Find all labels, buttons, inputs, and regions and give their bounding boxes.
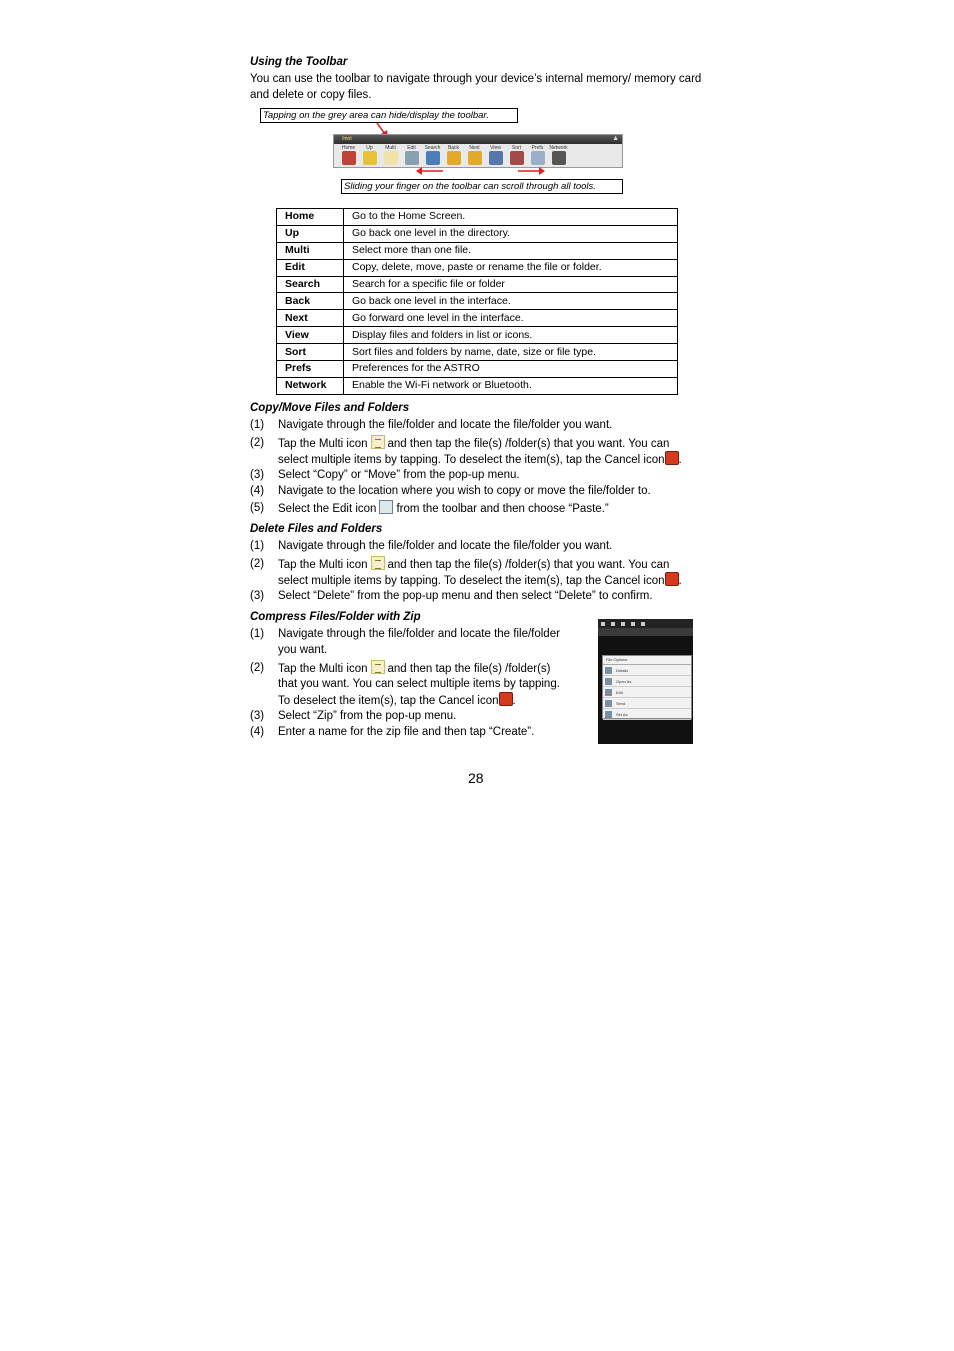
toolbar-item-label: Prefs <box>531 145 544 151</box>
step-text: Select “Zip” from the pop-up menu. <box>278 710 457 722</box>
option-label: Edit <box>616 689 623 695</box>
table-description: Go back one level in the directory. <box>344 225 678 242</box>
table-description: Select more than one file. <box>344 242 678 259</box>
table-key: View <box>277 327 344 344</box>
dialog-option <box>603 665 691 676</box>
table-row <box>277 293 678 310</box>
table-key: Next <box>277 310 344 327</box>
step-text: Tap the Multi icon <box>278 663 368 675</box>
sort-icon <box>510 151 524 165</box>
step-number: (5) <box>250 502 265 514</box>
step-text: select multiple items by tapping. To deselect the item(s), tap the Cancel icon <box>278 575 665 587</box>
callout-scroll-toolbar: Sliding your finger on the toolbar can scroll through all tools. <box>341 179 623 194</box>
step-text: Navigate to the location where you wish to copy or move the file/folder to. <box>278 485 651 497</box>
step-number: (2) <box>250 437 265 449</box>
step-text: that you want. You can select multiple items by tapping. <box>278 678 560 690</box>
cancel-icon <box>665 451 679 465</box>
step-number: (1) <box>250 628 265 640</box>
dialog-option <box>603 709 691 720</box>
next-icon <box>468 151 482 165</box>
callout-hide-toolbar: Tapping on the grey area can hide/display the toolbar. <box>260 108 518 123</box>
table-description: Go to the Home Screen. <box>344 209 678 226</box>
multi-icon <box>384 151 398 165</box>
table-description: Copy, delete, move, paste or rename the file or folder. <box>344 259 678 276</box>
step-number: (3) <box>250 710 265 722</box>
table-description: Display files and folders in list or icons. <box>344 327 678 344</box>
toolbar-item-label: Next <box>469 145 480 151</box>
table-key: Network <box>277 377 344 394</box>
table-description: Sort files and folders by name, date, size or file type. <box>344 344 678 361</box>
search-icon <box>426 151 440 165</box>
step-text: you want. <box>278 644 328 656</box>
toolbar-item-label: Home <box>341 145 356 151</box>
toolbar-item-label: Up <box>366 145 373 151</box>
step-text: and then tap the file(s) /folder(s) that you want. You can <box>387 559 670 571</box>
section-heading-compress: Compress Files/Folder with Zip <box>250 611 421 623</box>
table-description: Go back one level in the interface. <box>344 293 678 310</box>
option-label: Set As <box>616 711 628 717</box>
option-icon <box>605 678 612 685</box>
table-description: Go forward one level in the interface. <box>344 310 678 327</box>
toolbar-item-network[interactable] <box>549 145 568 165</box>
toolbar-item-prefs[interactable] <box>528 145 547 165</box>
toolbar-item-edit[interactable] <box>402 145 421 165</box>
dialog-option <box>603 687 691 698</box>
table-key: Search <box>277 276 344 293</box>
status-bar <box>598 619 693 628</box>
step-text: Tap the Multi icon <box>278 438 368 450</box>
table-row <box>277 310 678 327</box>
option-icon <box>605 700 612 707</box>
toolbar-reference-table <box>276 208 678 395</box>
scroll-arrows <box>415 165 550 177</box>
up-icon <box>363 151 377 165</box>
section-heading-delete: Delete Files and Folders <box>250 523 383 535</box>
table-description: Search for a specific file or folder <box>344 276 678 293</box>
table-row <box>277 209 678 226</box>
table-key: Back <box>277 293 344 310</box>
step-text: Navigate through the file/folder and locate the file/folder you want. <box>278 419 613 431</box>
toolbar-item-label: View <box>490 145 501 151</box>
step-number: (2) <box>250 662 265 674</box>
step-text: To deselect the item(s), tap the Cancel icon <box>278 695 499 707</box>
step-text: Enter a name for the zip file and then tap “Create”. <box>278 726 535 738</box>
toolbar-item-up[interactable] <box>360 145 379 165</box>
toolbar-item-multi[interactable] <box>381 145 400 165</box>
step-number: (2) <box>250 558 265 570</box>
toolbar-item-sort[interactable] <box>507 145 526 165</box>
step-number: (4) <box>250 726 265 738</box>
multi-icon <box>371 660 385 674</box>
dialog-title: File Options <box>603 656 691 665</box>
option-icon <box>605 711 612 718</box>
step-text: and then tap the file(s) /folder(s) <box>387 663 551 675</box>
toolbar-item-search[interactable] <box>423 145 442 165</box>
collapse-icon: ▲ <box>612 135 619 142</box>
step-number: (1) <box>250 540 265 552</box>
section-heading-toolbar: Using the Toolbar <box>250 56 348 68</box>
table-key: Prefs <box>277 361 344 378</box>
step-number: (1) <box>250 419 265 431</box>
dialog-option <box>603 676 691 687</box>
table-key: Multi <box>277 242 344 259</box>
table-row <box>277 276 678 293</box>
table-key: Up <box>277 225 344 242</box>
table-row <box>277 242 678 259</box>
step-text: Tap the Multi icon <box>278 559 368 571</box>
toolbar-screenshot <box>333 134 623 168</box>
option-icon <box>605 689 612 696</box>
toolbar-item-label: Sort <box>511 145 522 151</box>
edit-icon <box>405 151 419 165</box>
multi-icon <box>371 435 385 449</box>
section-heading-copy-move: Copy/Move Files and Folders <box>250 402 410 414</box>
table-row <box>277 344 678 361</box>
step-number: (3) <box>250 469 265 481</box>
table-row <box>277 361 678 378</box>
step-text: and then tap the file(s) /folder(s) that you want. You can <box>387 438 670 450</box>
toolbar-item-label: Multi <box>385 145 396 151</box>
cancel-icon <box>665 572 679 586</box>
cancel-icon <box>499 692 513 706</box>
table-row <box>277 259 678 276</box>
toolbar-path: /mnt <box>342 136 352 142</box>
toolbar-item-back[interactable] <box>444 145 463 165</box>
toolbar-item-label: Back <box>447 145 460 151</box>
toolbar-item-label: Network <box>549 145 568 151</box>
toolbar-item-label: Search <box>424 145 441 151</box>
toolbar-item-home[interactable] <box>339 145 358 165</box>
option-icon <box>605 667 612 674</box>
step-text: Select “Copy” or “Move” from the pop-up menu. <box>278 469 520 481</box>
network-icon <box>552 151 566 165</box>
toolbar-item-view[interactable] <box>486 145 505 165</box>
option-label: Details <box>616 667 629 673</box>
toolbar-item-next[interactable] <box>465 145 484 165</box>
edit-icon <box>379 500 393 514</box>
prefs-icon <box>531 151 545 165</box>
home-icon <box>342 151 356 165</box>
toolbar-item-label: Edit <box>407 145 416 151</box>
file-options-screenshot <box>598 619 693 744</box>
view-icon <box>489 151 503 165</box>
table-description: Enable the Wi-Fi network or Bluetooth. <box>344 377 678 394</box>
step-text: Navigate through the file/folder and locate the file/folder <box>278 628 560 640</box>
table-row <box>277 327 678 344</box>
step-number: (4) <box>250 485 265 497</box>
table-key: Edit <box>277 259 344 276</box>
page-number: 28 <box>468 770 484 786</box>
step-text: from the toolbar and then choose “Paste.” <box>396 503 609 515</box>
table-key: Home <box>277 209 344 226</box>
table-key: Sort <box>277 344 344 361</box>
table-row <box>277 377 678 394</box>
step-text: Select the Edit icon <box>278 503 377 515</box>
table-description: Preferences for the ASTRO <box>344 361 678 378</box>
dialog-option <box>603 698 691 709</box>
step-text: select multiple items by tapping. To deselect the item(s), tap the Cancel icon <box>278 454 665 466</box>
table-row <box>277 225 678 242</box>
step-number: (3) <box>250 590 265 602</box>
option-label: Send <box>616 700 626 706</box>
multi-icon <box>371 556 385 570</box>
file-options-dialog <box>602 655 692 719</box>
option-label: Open As <box>616 678 632 684</box>
step-text: Select “Delete” from the pop-up menu and then select “Delete” to confirm. <box>278 590 653 602</box>
toolbar-intro: You can use the toolbar to navigate through your device’s internal memory/ memory card and delete or copy files. <box>250 73 702 101</box>
back-icon <box>447 151 461 165</box>
step-text: Navigate through the file/folder and locate the file/folder you want. <box>278 540 613 552</box>
